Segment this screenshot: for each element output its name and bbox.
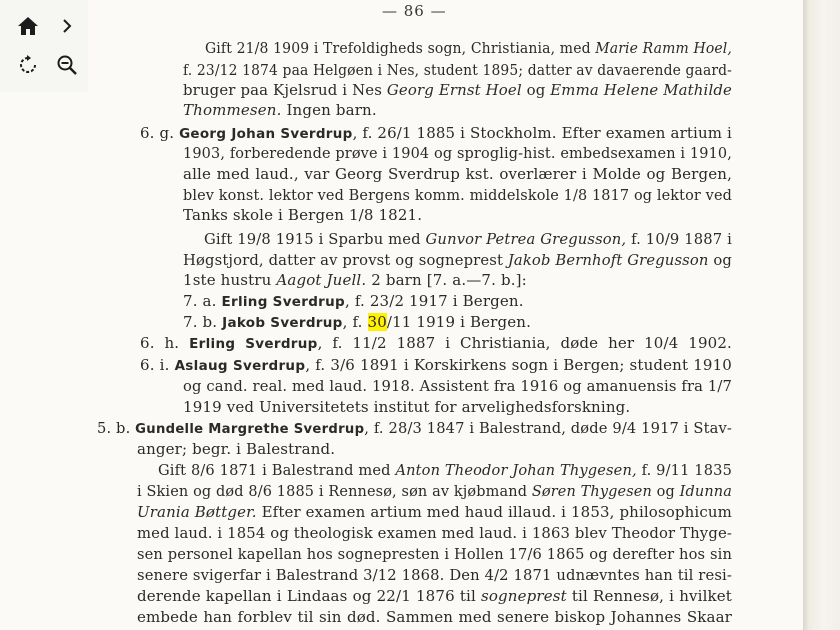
text-run: 1919 ved Universitetets institut for arvelighedsforskning. [183,398,631,416]
page-number: — 86 — [382,2,447,20]
text-run: f. 23/12 1874 paa Helgøen i Nes, student 1895; datter av davaerende gaard- [183,61,732,79]
chevron-right-icon [60,18,74,34]
text-run: 2 barn [7. a.—7. b.]: [366,271,527,289]
person-name: Aslaug Sverdrup [174,358,306,374]
text-run: 1ste hustru [183,271,277,289]
text-line [137,565,732,585]
text-run: senere svigerfar i Balestrand 3/12 1868. Den 4/2 1871 udnævntes han til resi- [137,566,732,584]
text-line [183,270,527,290]
text-run: 6. i. [140,356,175,374]
text-run: til Rennesø, i hvilket [566,587,732,605]
text-run: Efter examen artium med haud illaud. i 1853, philosophicum [256,503,732,521]
person-name: Erling Sverdrup [221,294,346,310]
zoom-out-icon [56,54,78,76]
text-line [183,397,630,417]
text-line [183,80,732,100]
text-line [205,38,732,58]
italic-name: Idunna [679,482,732,500]
text-run: i Skien og død 8/6 1885 i Rennesø, søn av kjøbmand [137,482,532,500]
text-line [183,376,732,396]
text-line [158,460,732,480]
text-run: derende kapellan i Lindaas og 22/1 1876 til [137,587,482,605]
italic-name: Urania Bøttger. [137,503,257,521]
text-run: og [708,251,732,269]
text-line [140,333,732,354]
text-line [183,185,732,205]
text-line [183,143,732,163]
text-run: Gift 19/8 1915 i Sparbu med [204,230,426,248]
text-line [183,250,732,270]
text-run: Gift [205,39,237,57]
italic-name: Aagot Juell. [276,271,367,289]
text-run: 6. g. [140,124,180,142]
next-page-button[interactable] [52,11,82,41]
italic-name: Søren Thygesen [531,482,652,500]
search-highlight: 30 [367,313,387,331]
text-line [137,544,732,564]
text-run: anger; begr. i Balestrand. [137,440,336,458]
text-run: 21/8 [236,39,269,57]
text-run: 7. a. [183,292,222,310]
home-button[interactable] [13,11,43,41]
text-line [183,205,422,225]
text-line [137,439,335,459]
text-run: , f. 23/2 1917 i Bergen. [345,292,524,310]
text-run: Ingen barn. [281,101,377,119]
text-run: , f. 26/1 1885 i Stockholm. Efter examen artium i [352,124,732,142]
person-name: Jakob Sverdrup [222,315,343,331]
person-name: Gundelle Margrethe Sverdrup [135,421,365,437]
italic-name: Gunvor Petrea Gregusson, [425,230,627,248]
italic-name: Emma Helene Mathilde [550,81,732,99]
italic-name: Thommesen. [183,101,282,119]
text-run: /11 1919 i Bergen. [386,313,531,331]
text-run: 1909 i Trefoldigheds sogn, Christiania, med [268,39,596,57]
text-run: Gift 8/6 1871 i Balestrand med [158,461,396,479]
text-run: og [521,81,551,99]
italic-name: Georg Ernst Hoel [386,81,522,99]
text-run: f. 10/9 1887 i [626,230,732,248]
text-run: med laud. i 1854 og theologisk examen med laud. i 1863 blev Theodor Thyge- [137,524,732,542]
text-run: blev konst. lektor ved Bergens komm. middelskole 1/8 1817 og lektor ved [183,186,732,204]
rotate-button[interactable] [13,50,43,80]
person-name: Georg Johan Sverdrup [179,126,353,142]
text-line [183,100,377,120]
text-run: og cand. real. med laud. 1918. Assistent fra 1916 og amanuensis fra 1/7 [183,377,732,395]
text-line [140,123,732,144]
text-run: f. 9/11 1835 [636,461,732,479]
text-run: bruger paa Kjelsrud i Nes [183,81,387,99]
text-run: embede han forblev til sin død. Sammen med senere biskop Johannes Skaar [137,608,732,626]
italic-name: Anton Theodor Johan Thygesen, [395,461,637,479]
rotate-icon [17,54,39,76]
viewer-toolbar [0,0,88,92]
text-run: 6. h. [140,334,190,352]
text-run: alle med laud., var Georg Sverdrup kst. overlærer i Molde og Bergen, [183,165,732,183]
italic-name: Marie Ramm Hoel, [595,39,732,57]
person-name: Erling Sverdrup [189,336,318,352]
text-line [137,523,732,543]
text-line [137,586,732,606]
text-run: og [651,482,680,500]
text-run: , f. 28/3 1847 i Balestrand, døde 9/4 1917 i Stav- [364,419,732,437]
text-run: , f. 11/2 1887 i Christiania, døde her 10/4 1902. [317,334,732,352]
text-run: 5. b. [97,419,136,437]
text-line [140,355,732,376]
text-line [183,60,732,80]
text-run: sen personel kapellan hos sognepresten i Hollen 17/6 1865 og derefter hos sin [137,545,732,563]
text-run: Høgstjord, datter av provst og sogneprest [183,251,508,269]
text-line [137,607,732,627]
text-line [97,418,732,439]
text-run: , f. [342,313,368,331]
text-run: , f. 3/6 1891 i Korskirkens sogn i Bergen; student 1910 [305,356,732,374]
page-gutter [803,0,840,630]
italic-name: sogneprest [481,587,567,605]
text-line [204,229,732,249]
text-run: 7. b. [183,313,223,331]
text-run: Tanks skole i Bergen 1/8 1821. [183,206,423,224]
text-line [183,291,524,312]
home-icon [17,16,39,36]
text-line [183,164,732,184]
text-line [137,481,732,501]
text-line [183,312,531,333]
zoom-out-button[interactable] [52,50,82,80]
italic-name: Jakob Bernhoft Gregusson [507,251,709,269]
text-run: 1903, forberedende prøve i 1904 og sproglig-hist. embedsexamen i 1910, [183,144,732,162]
text-line [137,502,732,522]
